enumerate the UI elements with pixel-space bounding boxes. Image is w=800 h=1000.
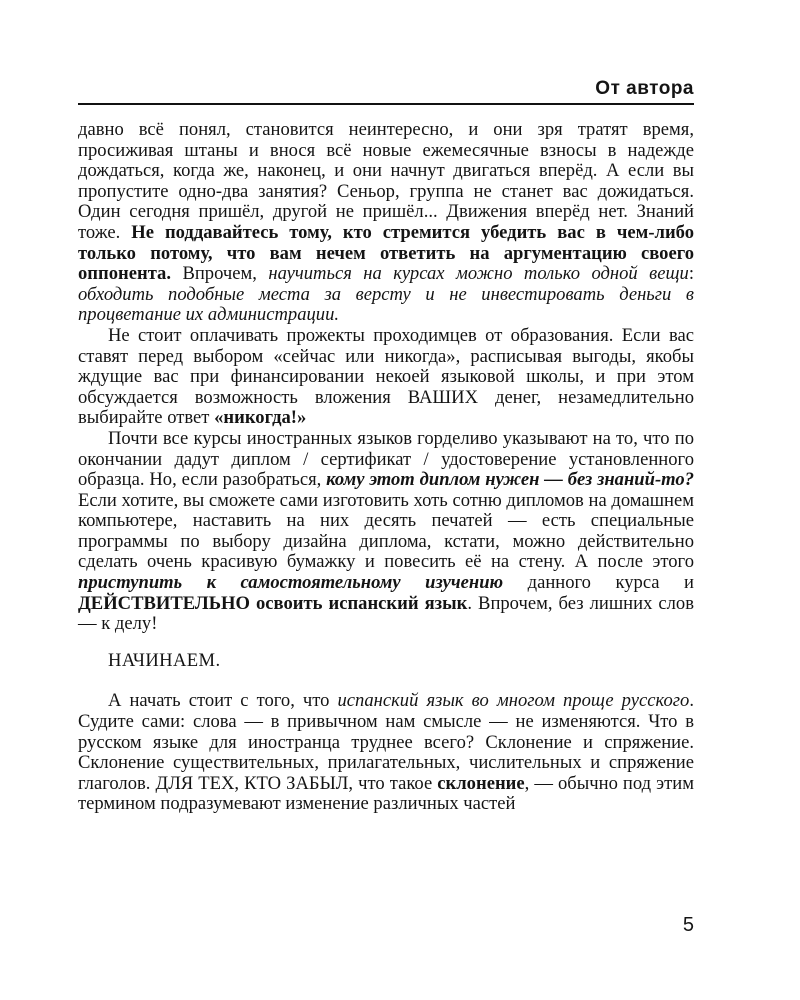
paragraph-4-text-2: . Судите сами: слова — в привычном нам смысле — не изменяются. Что в русском языке для иностранца труднее всего? Склонение и спряжение. Склонение существительных, прилагательных, числительных и спряжение глаголов. ДЛЯ ТЕХ, КТО ЗАБЫЛ, что такое [78,690,694,794]
header-rule [78,103,694,105]
running-header-title: От автора [595,78,694,99]
paragraph-1-colon: : [688,263,694,285]
body-text [78,120,694,815]
paragraph-1-italic: научиться на курсах можно только одной вещи [268,263,689,285]
paragraph-3-bold-italic: кому этот диплом нужен — без знаний-то? [326,469,694,491]
paragraph-4-italic: испанский язык во многом проще русского [337,690,690,712]
paragraph-3-text-2: Если хотите, вы сможете сами изготовить хоть сотню дипломов на домашнем компьютере, наставить на них десять печатей — есть специальные программы по выбору дизайна диплома, кстати, можно действительно сделать очень красивую бумажку и повесить её на стену. А после этого [78,489,694,573]
paragraph-3-text-3: данного курса и [503,572,694,594]
paragraph-3-bold-italic-2: приступить к самостоятельному изучению [78,572,504,594]
page-number: 5 [682,914,694,936]
paragraph-3-bold: ДЕЙСТВИТЕЛЬНО освоить испанский язык [78,592,468,614]
paragraph-4 [78,691,694,815]
paragraph-4-text: А начать стоит с того, что [108,690,338,712]
paragraph-2-bold: «никогда!» [214,407,307,429]
paragraph-4-bold: склонение [437,772,525,794]
paragraph-1 [78,120,694,326]
paragraph-3-text: Почти все курсы иностранных языков горделиво указывают на то, что по окончании дадут диплом / сертификат / удостоверение установленного образца. Но, если разобраться, [78,427,694,491]
paragraph-1-italic-2: обходить подобные места за версту и не инвестировать деньги в процветание их администрации. [78,283,694,326]
paragraph-1-text: давно всё понял, становится неинтересно, и они зря тратят время, просиживая штаны и внося всё новые ежемесячные взносы в надежде дождаться, когда же, наконец, и они начнут двигаться вперёд. А если вы пропустите одно-два занятия? Сеньор, группа не станет вас дожидаться. Один сегодня пришёл, другой не пришёл... Движения вперёд нет. Знаний тоже. [78,119,694,243]
paragraph-3 [78,429,694,635]
paragraph-4-text-3: , — обычно под этим термином подразумевают изменение различных частей [78,772,695,815]
section-heading: НАЧИНАЕМ. [108,649,221,671]
paragraph-3-text-4: . Впрочем, без лишних слов — к делу! [78,592,694,635]
paragraph-2-text: Не стоит оплачивать прожекты проходимцев от образования. Если вас ставят перед выбором «сейчас или никогда», расписывая выгоды, якобы ждущие вас при финансировании некоей языковой школы, и при этом обсуждается возможность вложения ВАШИХ денег, незамедлительно выбирайте ответ [78,324,694,429]
paragraph-1-bold: Не поддавайтесь тому, кто стремится убедить вас в чем-либо только потому, что вам нечем ответить на аргументацию своего оппонента. [78,221,694,285]
paragraph-1-text-2: Впрочем, [171,263,269,285]
paragraph-2 [78,326,694,429]
